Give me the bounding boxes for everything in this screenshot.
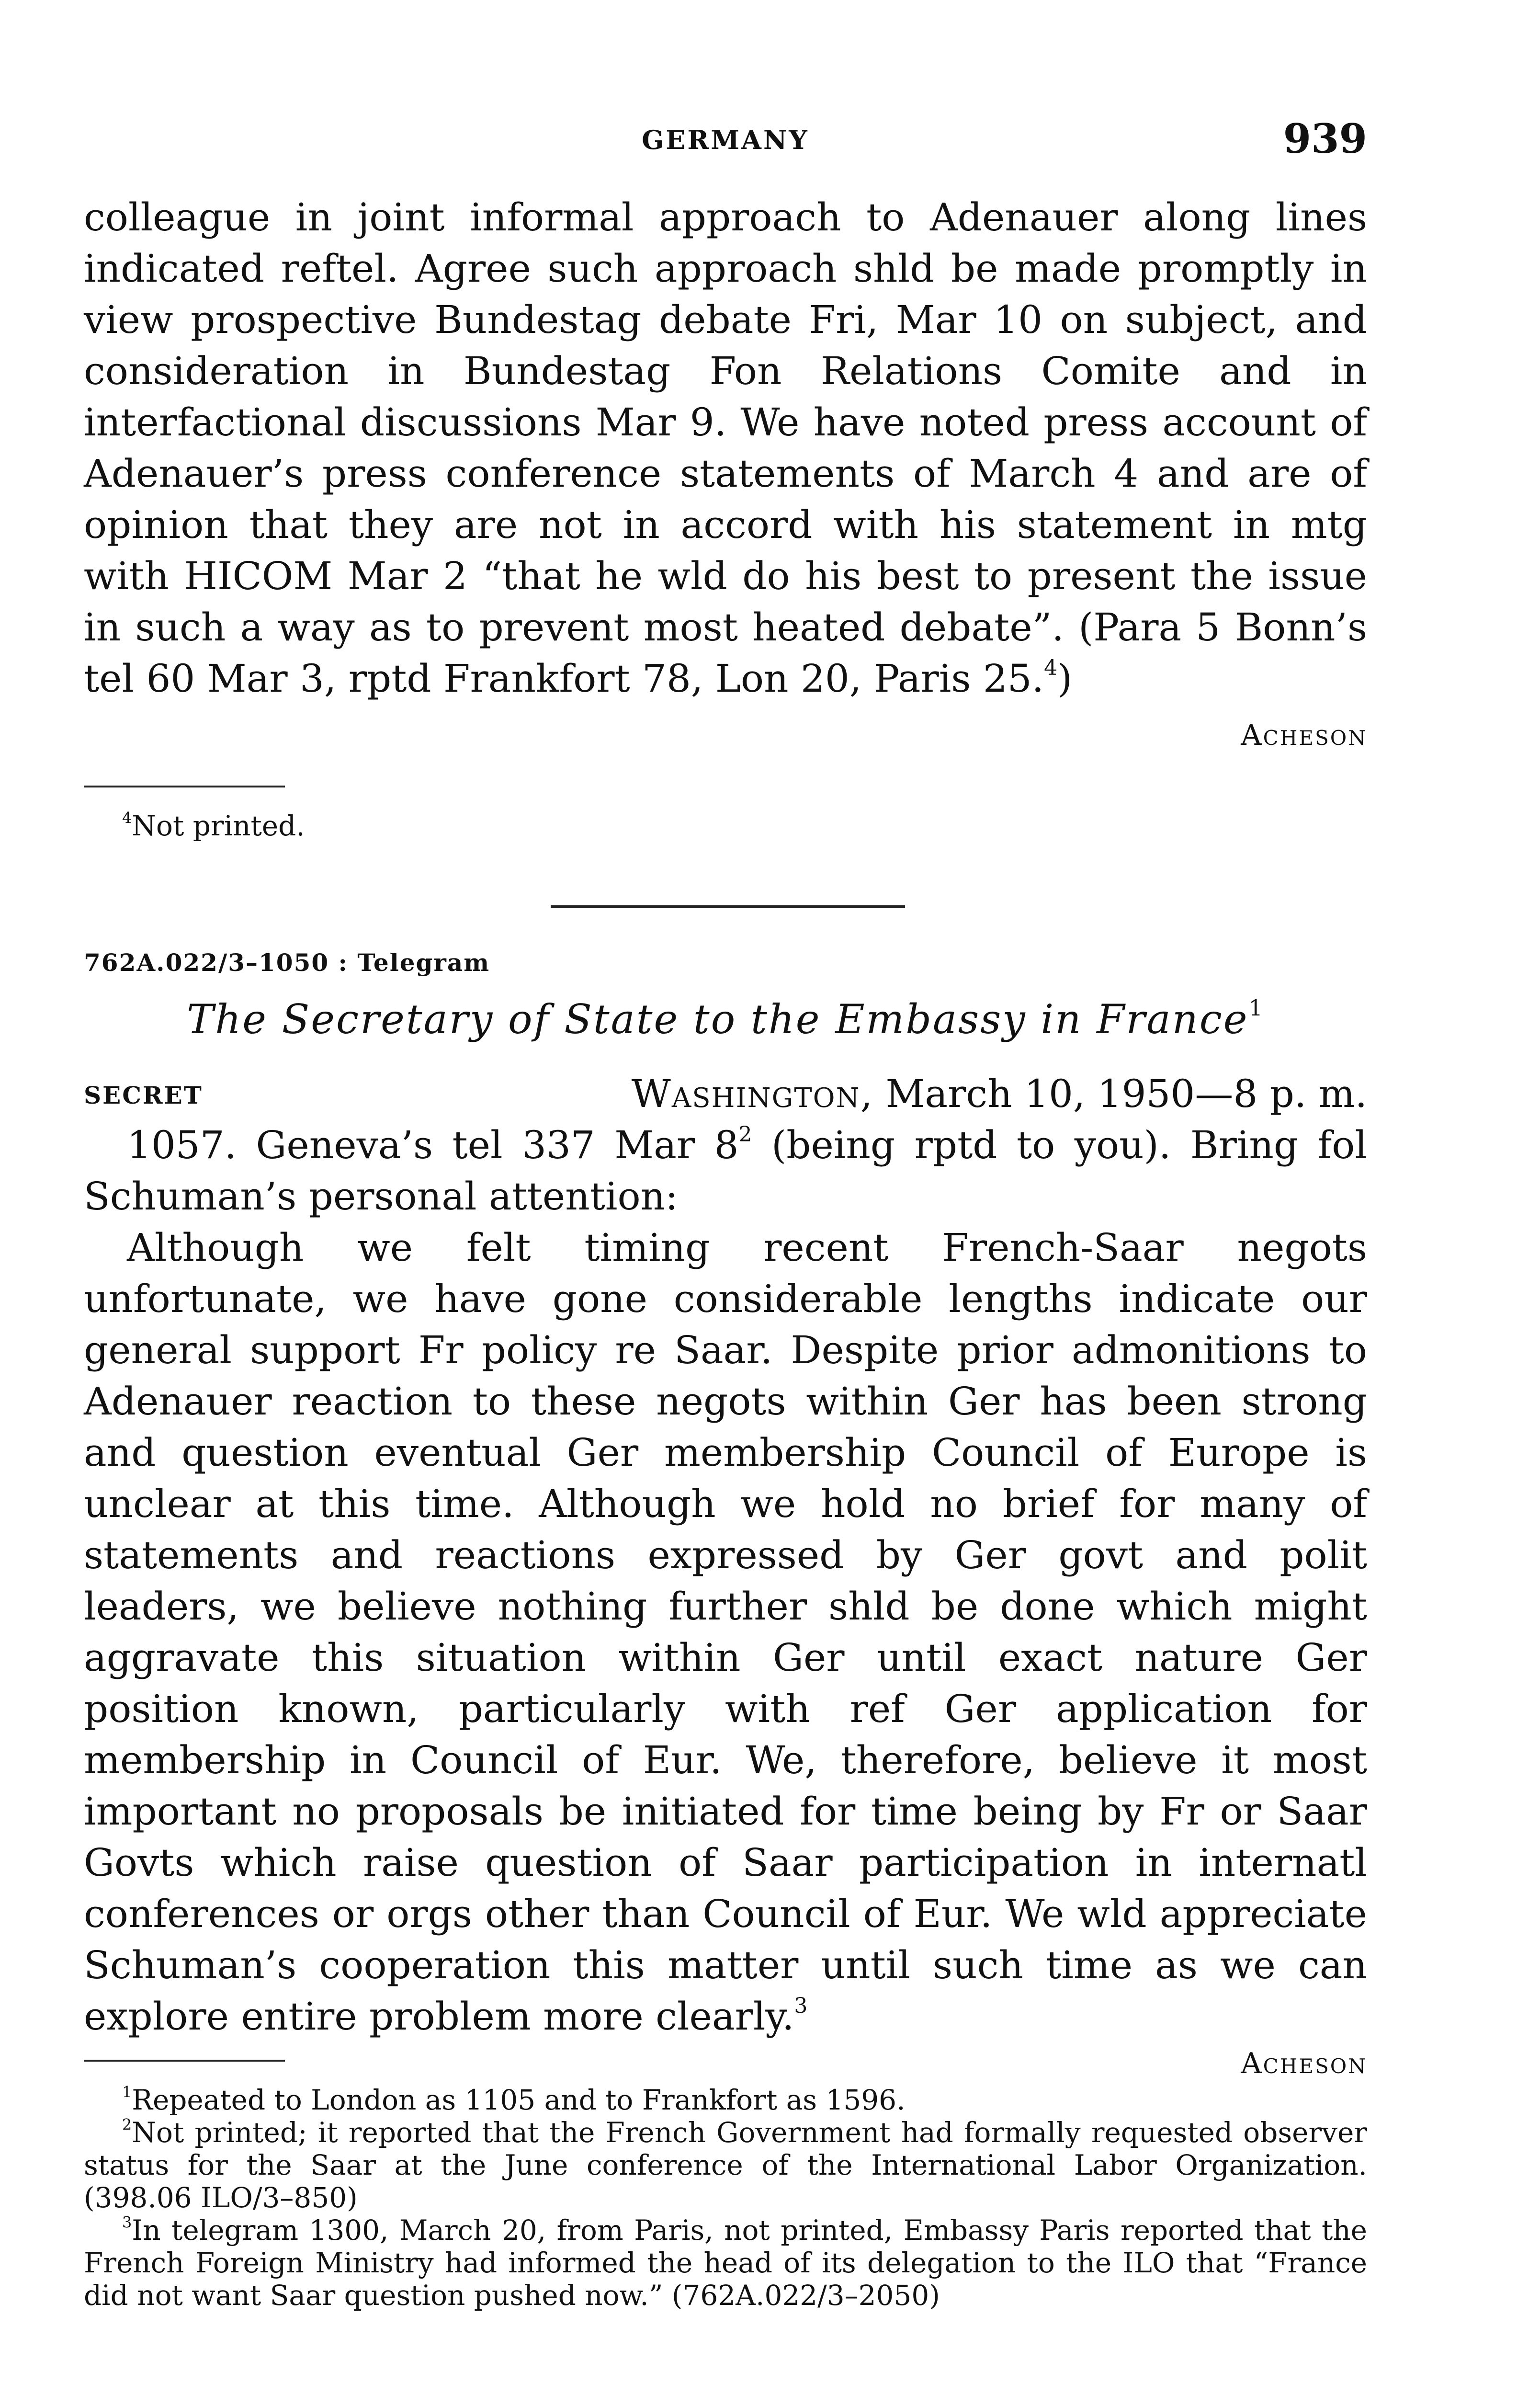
file-reference: 762A.022/3–1050 : Telegram <box>84 948 490 977</box>
footnote <box>84 2116 1367 2214</box>
footnote-marker: 2 <box>122 2115 132 2134</box>
footnote-marker: 4 <box>122 809 132 827</box>
running-head: GERMANY <box>642 125 809 155</box>
telegram-document <box>84 948 1367 2080</box>
place-date <box>632 1072 1367 1116</box>
telegram-paragraph-2 <box>84 1222 1367 2042</box>
signature: Acheson <box>1241 2047 1367 2080</box>
place: Washington, <box>631 1072 874 1116</box>
continuation-footnote <box>84 810 1367 842</box>
document-title <box>84 996 1367 1043</box>
footnote-rule <box>84 2060 285 2062</box>
footnote <box>84 2214 1367 2312</box>
footnote-text: Repeated to London as 1105 and to Frankfort as 1596. <box>132 2084 906 2116</box>
paragraph-text: 1057. Geneva’s tel 337 Mar 8 <box>127 1123 739 1167</box>
telegram-paragraph-1 <box>84 1119 1367 1222</box>
classification-label: SECRET <box>84 1081 203 1109</box>
paragraph-text: (being rptd to you). Bring fol Schuman’s personal attention: <box>84 1123 1367 1219</box>
footnote-ref: 3 <box>794 1993 808 2018</box>
footnote-ref: 2 <box>738 1122 752 1147</box>
continuation-close: ) <box>1057 656 1073 701</box>
title-text: The Secretary of State to the Embassy in France <box>187 996 1249 1043</box>
footnote-text: In telegram 1300, March 20, from Paris, not printed, Embassy Paris reported that the French Foreign Ministry had informed the head of its delegation to the ILO that “France did not want Saar question pushed now.” (762A.022/3–2050) <box>84 2214 1367 2312</box>
footnote <box>84 810 1367 842</box>
continuation-paragraph <box>84 192 1367 704</box>
footnote-text: Not printed; it reported that the French Government had formally requested observer status for the Saar at the June conference of the International Labor Organization. (398.06 ILO/3–850) <box>84 2116 1367 2214</box>
signature: Acheson <box>1241 718 1367 752</box>
section-divider <box>551 905 905 908</box>
footnote-marker: 1 <box>122 2083 132 2101</box>
page-number: 939 <box>1283 115 1367 162</box>
continuation-section <box>84 192 1367 752</box>
footnote-marker: 3 <box>122 2213 132 2232</box>
dateline <box>84 1072 1367 1119</box>
footnote-text: Not printed. <box>132 810 305 842</box>
page-header <box>84 115 1367 172</box>
date: March 10, 1950—8 p. m. <box>885 1072 1367 1116</box>
continuation-text: colleague in joint informal approach to Adenauer along lines indicated reftel. Agree such approach shld be made promptly in view prospective Bundestag debate Fri, Mar 10 on subject, and consideration in Bundestag Fon Relations Comite and in interfactional discussions Mar 9. We have noted press account of Adenauer’s press conference statements of March 4 and are of opinion that they are not in accord with his statement in mtg with HICOM Mar 2 “that he wld do his best to present the issue in such a way as to prevent most heated debate”. (Para 5 Bonn’s tel 60 Mar 3, rptd Frankfort 78, Lon 20, Paris 25. <box>84 195 1367 701</box>
title-footnote-ref: 1 <box>1248 995 1264 1021</box>
footnote <box>84 2084 1367 2116</box>
paragraph-text: Although we felt timing recent French-Saar negots unfortunate, we have gone considerable lengths indicate our general support Fr policy re Saar. Despite prior admonitions to Adenauer reaction to these negots within Ger has been strong and question eventual Ger membership Council of Europe is unclear at this time. Although we hold no brief for many of statements and reactions expressed by Ger govt and polit leaders, we believe nothing further shld be done which might aggravate this situation within Ger until exact nature Ger position known, particularly with ref Ger application for membership in Council of Eur. We, therefore, believe it most important no proposals be initiated for time being by Fr or Saar Govts which raise question of Saar participation in internatl conferences or orgs other than Council of Eur. We wld appreciate Schuman’s cooperation this matter until such time as we can explore entire problem more clearly. <box>84 1225 1367 2039</box>
footnotes <box>84 2084 1367 2312</box>
footnote-rule <box>84 786 285 787</box>
footnote-ref: 4 <box>1044 655 1058 680</box>
